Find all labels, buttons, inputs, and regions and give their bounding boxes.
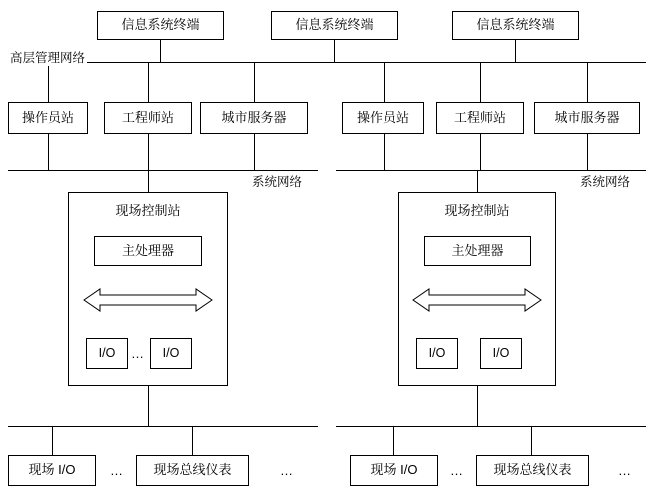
right-fieldbus-instrument[interactable]: 现场总线仪表 <box>476 455 589 486</box>
left-io-bus-arrow <box>82 286 214 314</box>
right-system-network-bus <box>336 170 646 171</box>
right-city-server[interactable]: 城市服务器 <box>534 102 640 134</box>
connector-bus-to-server-left <box>254 62 255 102</box>
right-main-processor[interactable]: 主处理器 <box>424 236 531 266</box>
left-operator-station[interactable]: 操作员站 <box>8 102 88 134</box>
connector-bus-to-eng-station-left <box>148 62 149 102</box>
info-system-terminal-1[interactable]: 信息系统终端 <box>97 11 224 40</box>
right-fieldbus-to-instrument <box>531 426 532 455</box>
left-city-server[interactable]: 城市服务器 <box>200 102 308 134</box>
left-field-io[interactable]: 现场 I/O <box>8 455 96 486</box>
connector-terminal3-to-bus <box>515 40 516 62</box>
right-field-io[interactable]: 现场 I/O <box>350 455 438 486</box>
right-sysnet-to-control-station <box>477 170 478 192</box>
left-io-module-2[interactable]: I/O <box>150 338 192 369</box>
right-field-bus <box>336 426 646 427</box>
right-control-station-title: 现场控制站 <box>444 203 510 218</box>
right-op-to-sysnet <box>384 134 385 170</box>
left-system-network-bus <box>8 170 318 171</box>
right-operator-station[interactable]: 操作员站 <box>342 102 424 134</box>
left-server-to-sysnet <box>254 134 255 170</box>
right-system-network-label: 系统网络 <box>578 172 632 190</box>
left-engineer-station[interactable]: 工程师站 <box>104 102 192 134</box>
connector-terminal2-to-bus <box>334 40 335 62</box>
right-io-module-1[interactable]: I/O <box>416 338 458 369</box>
left-fieldbus-to-io <box>52 426 53 455</box>
left-system-network-label: 系统网络 <box>250 172 304 190</box>
connector-bus-to-server-right <box>587 62 588 102</box>
left-field-bus <box>8 426 318 427</box>
right-engineer-station[interactable]: 工程师站 <box>436 102 524 134</box>
left-control-to-fieldbus <box>148 386 149 426</box>
right-eng-to-sysnet <box>480 134 481 170</box>
left-op-to-sysnet <box>48 134 49 170</box>
connector-terminal1-to-bus <box>160 40 161 62</box>
connector-bus-to-op-station-left <box>48 62 49 102</box>
left-io-module-1[interactable]: I/O <box>86 338 128 369</box>
info-system-terminal-2[interactable]: 信息系统终端 <box>271 11 398 40</box>
left-fieldbus-to-instrument <box>192 426 193 455</box>
right-server-to-sysnet <box>587 134 588 170</box>
left-eng-to-sysnet <box>148 134 149 170</box>
left-control-station-title: 现场控制站 <box>115 203 181 218</box>
right-field-ellipsis-1: … <box>450 463 463 478</box>
left-field-ellipsis-2: … <box>280 463 293 478</box>
left-io-ellipsis: … <box>131 346 144 361</box>
connector-bus-to-op-station-right <box>384 62 385 102</box>
connector-bus-to-eng-station-right <box>480 62 481 102</box>
top-management-network-bus <box>8 62 646 63</box>
left-field-ellipsis-1: … <box>110 463 123 478</box>
left-sysnet-to-control-station <box>148 170 149 192</box>
left-main-processor[interactable]: 主处理器 <box>94 236 202 266</box>
top-management-network-label: 高层管理网络 <box>8 48 87 66</box>
right-io-module-2[interactable]: I/O <box>480 338 522 369</box>
info-system-terminal-3[interactable]: 信息系统终端 <box>452 11 579 40</box>
right-field-ellipsis-2: … <box>618 463 631 478</box>
right-io-bus-arrow <box>411 286 543 314</box>
left-fieldbus-instrument[interactable]: 现场总线仪表 <box>136 455 249 486</box>
right-fieldbus-to-io <box>393 426 394 455</box>
right-control-to-fieldbus <box>477 386 478 426</box>
